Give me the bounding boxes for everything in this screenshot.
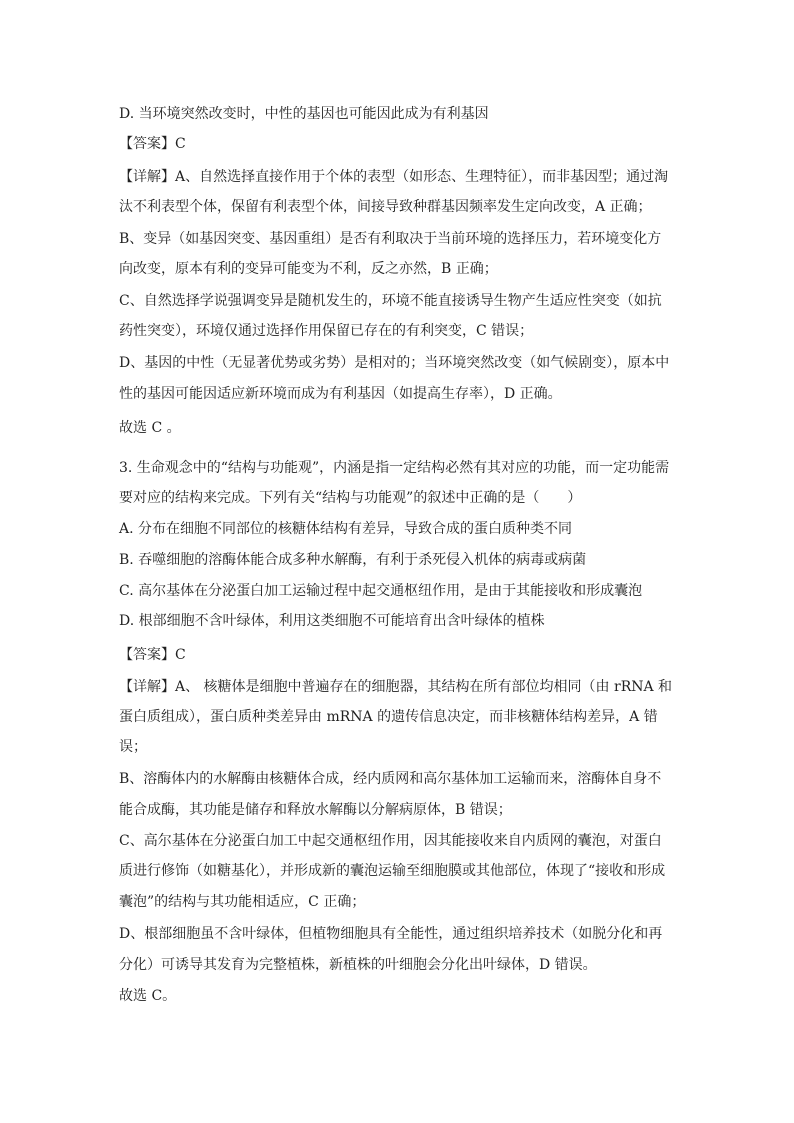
option-c-line: C. 高尔基体在分泌蛋白加工运输过程中起交通枢纽作用，是由于其能接收和形成囊泡 bbox=[119, 583, 643, 599]
explanation-line: 分化）可诱导其发育为完整植株，新植株的叶细胞会分化出叶绿体，D 错误。 bbox=[119, 957, 597, 973]
explanation-line: 汰不利表型个体，保留有利表型个体，间接导致种群基因频率发生定向改变，A 正确； bbox=[119, 199, 652, 215]
explanation-line: D、根部细胞虽不含叶绿体，但植物细胞具有全能性，通过组织培养技术（如脱分化和再 bbox=[119, 926, 663, 942]
explanation-line: C、自然选择学说强调变异是随机发生的，环境不能直接诱导生物产生适应性突变（如抗 bbox=[119, 293, 662, 309]
explanation-line: 能合成酶，其功能是储存和释放水解酶以分解病原体，B 错误； bbox=[119, 802, 512, 818]
explanation-line: B、溶酶体内的水解酶由核糖体合成，经内质网和高尔基体加工运输而来，溶酶体自身不 bbox=[119, 771, 662, 787]
conclusion-line: 故选 C。 bbox=[119, 988, 177, 1004]
explanation-line: C、高尔基体在分泌蛋白加工中起交通枢纽作用，因其能接收来自内质网的囊泡，对蛋白 bbox=[119, 833, 662, 849]
option-b-line: B. 吞噬细胞的溶酶体能合成多种水解酶，有利于杀死侵入机体的病毒或病菌 bbox=[119, 552, 587, 568]
explanation-line: D、基因的中性（无显著优势或劣势）是相对的；当环境突然改变（如气候剧变），原本中 bbox=[119, 355, 670, 371]
option-d-line: D. 根部细胞不含叶绿体，利用这类细胞不可能培育出含叶绿体的植株 bbox=[119, 613, 545, 629]
explanation-line: 药性突变），环境仅通过选择作用保留已存在的有利突变，C 错误； bbox=[119, 323, 534, 339]
explanation-line: 【详解】A、自然选择直接作用于个体的表型（如形态、生理特征），而非基因型；通过淘 bbox=[119, 169, 669, 185]
explanation-line: B、变异（如基因突变、基因重组）是否有利取决于当前环境的选择压力，若环境变化方 bbox=[119, 231, 662, 247]
option-d-line: D. 当环境突然改变时，中性的基因也可能因此成为有利基因 bbox=[119, 106, 489, 122]
explanation-line: 囊泡”的结构与其功能相适应，C 正确； bbox=[119, 894, 366, 910]
answer-label: 【答案】C bbox=[119, 647, 186, 663]
question-stem-line: 3. 生命观念中的“结构与功能观”，内涵是指一定结构必然有其对应的功能，而一定功能需 bbox=[119, 460, 670, 476]
question-stem-line: 要对应的结构来完成。下列有关“结构与功能观”的叙述中正确的是（ ） bbox=[119, 490, 582, 506]
answer-label: 【答案】C bbox=[119, 136, 186, 152]
conclusion-line: 故选 C 。 bbox=[119, 420, 181, 436]
explanation-line: 误； bbox=[119, 739, 147, 755]
explanation-line: 【详解】A、 核糖体是细胞中普遍存在的细胞器，其结构在所有部位均相同（由 rRNA 和 bbox=[119, 679, 673, 695]
explanation-line: 性的基因可能因适应新环境而成为有利基因（如提高生存率），D 正确。 bbox=[119, 386, 562, 402]
explanation-line: 向改变，原本有利的变异可能变为不利，反之亦然，B 正确； bbox=[119, 261, 498, 277]
option-a-line: A. 分布在细胞不同部位的核糖体结构有差异，导致合成的蛋白质种类不同 bbox=[119, 521, 573, 537]
explanation-line: 蛋白质组成），蛋白质种类差异由 mRNA 的遗传信息决定，而非核糖体结构差异，A 错 bbox=[119, 709, 658, 725]
explanation-line: 质进行修饰（如糖基化），并形成新的囊泡运输至细胞膜或其他部位，体现了“接收和形成 bbox=[119, 863, 666, 879]
